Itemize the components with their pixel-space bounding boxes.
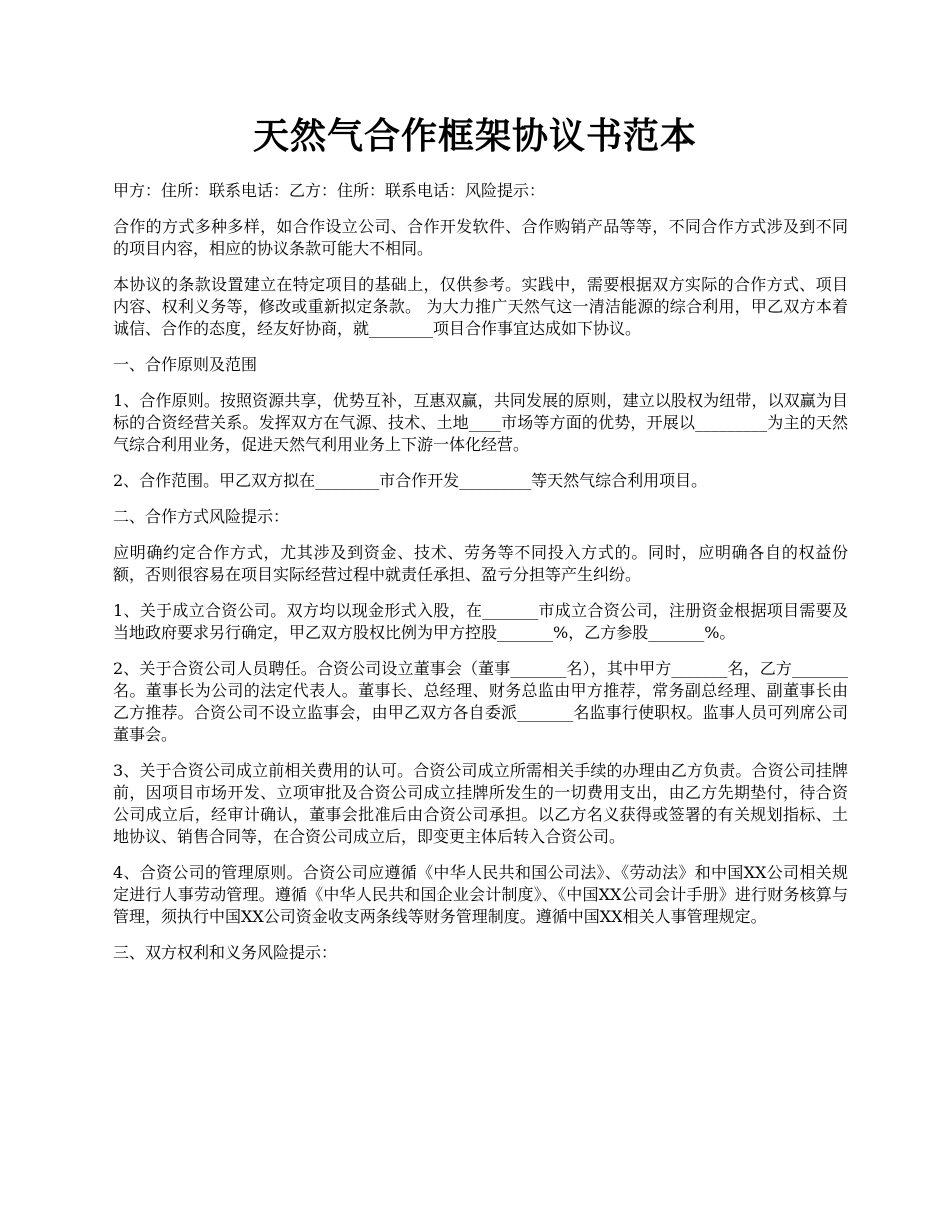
section-heading-2: 二、合作方式风险提示： <box>113 507 290 526</box>
document-title: 天然气合作框架协议书范本 <box>252 115 697 157</box>
clause-joint-venture: 1、关于成立合资公司。双方均以现金形式入股，在_______市成立合资公司，注册资金根据项目需要及当地政府要求另行确定，甲乙双方股权比例为甲方控股_______%，乙方参股_______%。 <box>113 601 848 642</box>
paragraph-risk-note: 应明确约定合作方式，尤其涉及到资金、技术、劳务等不同投入方式的。同时，应明确各自的权益份额，否则很容易在项目实际经营过程中就责任承担、盈亏分担等产生纠纷。 <box>113 543 848 584</box>
clause-personnel: 2、关于合资公司人员聘任。合资公司设立董事会（董事_______名），其中甲方_______名，乙方_______名。董事长为公司的法定代表人。董事长、总经理、财务总监由甲方推荐，常务副总经理、副董事长由乙方推荐。合资公司不设立监事会，由甲乙双方各自委派_______名监事行使职权。监事人员可列席公司董事会。 <box>113 659 848 744</box>
section-heading-3: 三、双方权利和义务风险提示： <box>113 943 338 962</box>
parties-line: 甲方：住所：联系电话：乙方：住所：联系电话：风险提示： <box>113 181 546 200</box>
clause-pre-establishment-costs: 3、关于合资公司成立前相关费用的认可。合资公司成立所需相关手续的办理由乙方负责。合资公司挂牌前，因项目市场开发、立项审批及合资公司成立挂牌所发生的一切费用支出，由乙方先期垫付，待合资公司成立后，经审计确认，董事会批准后由合资公司承担。以乙方名义获得或签署的有关规划指标、土地协议、销售合同等，在合资公司成立后，即变更主体后转入合资公司。 <box>113 761 848 846</box>
document-body <box>113 180 848 978</box>
clause-cooperation-principle: 1、合作原则。按照资源共享，优势互补，互惠双赢，共同发展的原则，建立以股权为纽带，以双赢为目标的合资经营关系。发挥双方在气源、技术、土地____市场等方面的优势，开展以_________为主的天然气综合利用业务，促进天然气利用业务上下游一体化经营。 <box>113 391 848 454</box>
clause-cooperation-scope: 2、合作范围。甲乙双方拟在________市合作开发_________等天然气综合利用项目。 <box>113 471 708 490</box>
paragraph-agreement-basis: 本协议的条款设置建立在特定项目的基础上，仅供参考。实践中，需要根据双方实际的合作方式、项目内容、权利义务等，修改或重新拟定条款。 为大力推广天然气这一清洁能源的综合利用，甲乙双方本着诚信、合作的态度，经友好协商，就________项目合作事宜达成如下协议。 <box>113 275 848 338</box>
clause-management-principles: 4、合资公司的管理原则。合资公司应遵循《中华人民共和国公司法》、《劳动法》和中国XX公司相关规定进行人事劳动管理。遵循《中华人民共和国企业会计制度》、《中国XX公司会计手册》进行财务核算与管理，须执行中国XX公司资金收支两条线等财务管理制度。遵循中国XX相关人事管理规定。 <box>113 863 848 926</box>
section-heading-1: 一、合作原则及范围 <box>113 355 258 374</box>
paragraph-cooperation-methods: 合作的方式多种多样，如合作设立公司、合作开发软件、合作购销产品等等，不同合作方式涉及到不同的项目内容，相应的协议条款可能大不相同。 <box>113 217 848 258</box>
